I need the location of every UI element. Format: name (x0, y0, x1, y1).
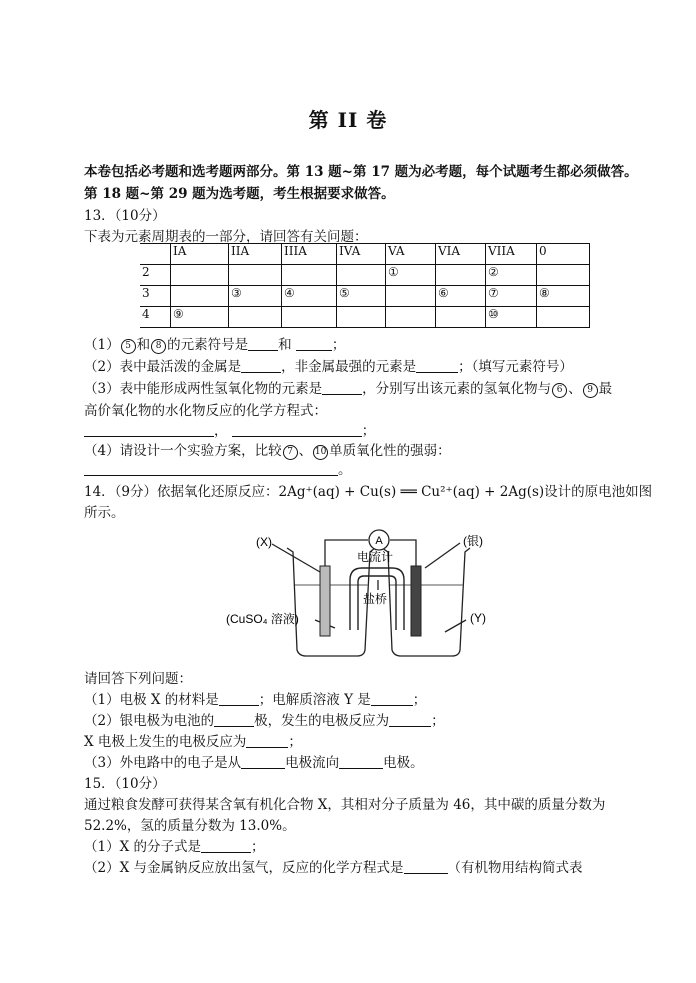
circled-number: 10 (313, 445, 328, 460)
x-leader-line (272, 544, 320, 572)
q13-sub1-text: 和 (278, 337, 292, 353)
q14-sub3-text: 电极。 (383, 755, 424, 771)
q14-sub2-text: X 电极上发生的电极反应为 (84, 734, 247, 750)
x-label: (X) (256, 535, 272, 549)
table-cell: ⑥ (436, 286, 486, 307)
q15-header: 15．（10分） (84, 776, 166, 792)
q13-sub4-text: （4）请设计一个实验方案，比较 (84, 443, 282, 459)
table-cell: ④ (282, 286, 337, 307)
table-header-cell: VIA (436, 244, 486, 265)
period-label: 4 (140, 307, 171, 328)
q13-sub3-text: （3）表中能形成两性氢氧化物的元素是 (84, 381, 323, 397)
table-header-cell: VIIA (486, 244, 537, 265)
q15-sub1-text: ； (251, 839, 265, 855)
q15-para-line2: 52.2%，氢的质量分数为 13.0%。 (84, 818, 296, 834)
q13-sub4-text: 单质氧化性的强弱： (329, 443, 451, 459)
q13-sub1-text: ； (331, 337, 346, 353)
silver-electrode (411, 566, 421, 636)
cuso4-label: (CuSO₄ 溶液) (226, 612, 299, 626)
q13-sub1-text: 的元素符号是 (167, 337, 249, 353)
table-header-cell: IIA (229, 244, 282, 265)
answer-blank[interactable] (246, 747, 288, 748)
q14-sub1-text: ；电解质溶液 Y 是 (258, 692, 371, 708)
right-wire (390, 540, 416, 566)
q15-sub1 (84, 835, 265, 855)
y-leader-line (445, 620, 466, 632)
q13-sub3-text: ，分别写出该元素的氢氧化物与 (362, 381, 552, 397)
q13-header: 13．（10分） (84, 208, 166, 224)
answer-blank[interactable] (404, 873, 448, 874)
answer-blank[interactable] (339, 768, 383, 769)
page-title: 第 II 卷 (308, 108, 388, 132)
table-cell: ⑧ (537, 286, 590, 307)
q14-sub2-text: ； (431, 713, 445, 729)
circled-number: 9 (583, 383, 598, 398)
q15-sub2 (84, 856, 583, 876)
q15-sub2-text: （有机物用结构简式表 (447, 860, 583, 876)
answer-blank[interactable] (219, 705, 259, 706)
circled-number: 5 (121, 339, 136, 354)
period-label: 2 (140, 265, 171, 286)
q14-sub3-text: 电极流向 (285, 755, 340, 771)
q14-sub1-text: ； (412, 692, 427, 708)
q14-sub1 (84, 688, 426, 708)
q15-sub1-text: （1）X 的分子式是 (84, 839, 201, 855)
table-cell: ⑩ (486, 307, 537, 328)
table-header-cell: VA (386, 244, 436, 265)
q14-sub3 (84, 751, 424, 771)
q14-sub2-cont (84, 730, 302, 750)
answer-blank[interactable] (214, 726, 254, 727)
y-label: (Y) (470, 611, 486, 625)
q15-sub2-text: （2）X 与金属钠反应放出氢气，反应的化学方程式是 (84, 860, 404, 876)
ammeter-symbol: A (375, 535, 383, 547)
table-header-cell: IIIA (282, 244, 337, 265)
answer-blank[interactable] (389, 726, 431, 727)
silver-leader-line (425, 543, 460, 568)
table-cell: ⑦ (486, 286, 537, 307)
table-cell: ② (486, 265, 537, 286)
q14-ask: 请回答下列问题： (84, 671, 192, 687)
silver-label: (银) (463, 534, 483, 548)
intro-line-2: 第 18 题~第 29 题为选考题，考生根据要求做答。 (84, 186, 395, 202)
q13-sub3-text: ， (214, 423, 228, 439)
table-cell: ① (386, 265, 436, 286)
q13-prompt: 下表为元素周期表的一部分，请回答有关问题： (84, 229, 368, 245)
q14-sub2-text: （2）银电极为电池的 (84, 713, 215, 729)
q14-sub2 (84, 709, 445, 729)
table-cell: ⑤ (337, 286, 386, 307)
answer-blank[interactable] (201, 852, 251, 853)
q14-sub2-text: 极，发生的电极反应为 (254, 713, 390, 729)
q14-sub1-text: （1）电极 X 的材料是 (84, 692, 219, 708)
intro-line-1: 本卷包括必考题和选考题两部分。第 13 题~第 17 题为必考题，每个试题考生都必须做答。 (84, 164, 638, 180)
q14-sub2-text: ； (288, 734, 302, 750)
meter-label: 电流计 (357, 550, 394, 564)
period-label: 3 (140, 286, 171, 307)
q13-sub2-text: ，非金属最强的元素是 (281, 359, 417, 375)
right-beaker (382, 548, 470, 656)
answer-blank[interactable] (371, 705, 413, 706)
q13-sub1-num: （1） (84, 337, 120, 353)
q14-sub3-text: （3）外电路中的电子是从 (84, 755, 242, 771)
answer-blank[interactable] (241, 768, 285, 769)
q13-sub3-text: 、 (568, 381, 582, 397)
circled-number: 6 (552, 383, 567, 398)
q13-sub3-text: 最 (598, 381, 613, 397)
circled-number: 8 (151, 339, 166, 354)
circled-number: 7 (283, 445, 298, 460)
q13-sub4-text: 、 (298, 443, 313, 459)
table-header-cell: IA (171, 244, 229, 265)
table-cell: ⑨ (171, 307, 229, 328)
table-header-cell: IVA (337, 244, 386, 265)
q15-para-line1: 通过粮食发酵可获得某含氧有机化合物 X，其相对分子质量为 46，其中碳的质量分数为 (84, 797, 606, 813)
q13-sub2-text: （2）表中最活泼的金属是 (84, 359, 242, 375)
q13-sub3-text: ； (361, 423, 376, 439)
left-beaker (287, 548, 375, 656)
q13-sub2-text: ；（填写元素符号） (458, 359, 573, 375)
q14-line1: 14．（9分）依据氧化还原反应：2Ag⁺(aq) + Cu(s) ══ Cu²⁺(aq) + 2Ag(s)设计的原电池如图 (84, 484, 653, 500)
q13-sub4-text: 。 (338, 462, 352, 478)
table-header-cell: 0 (537, 244, 590, 265)
table-cell: ③ (229, 286, 282, 307)
q13-sub3-cont: 高价氧化物的水化物反应的化学方程式： (84, 403, 327, 419)
salt-bridge-label: 盐桥 (363, 592, 388, 606)
q14-line2: 所示。 (84, 505, 125, 521)
q13-sub1-text: 和 (136, 337, 151, 353)
electrode-x (320, 566, 330, 636)
